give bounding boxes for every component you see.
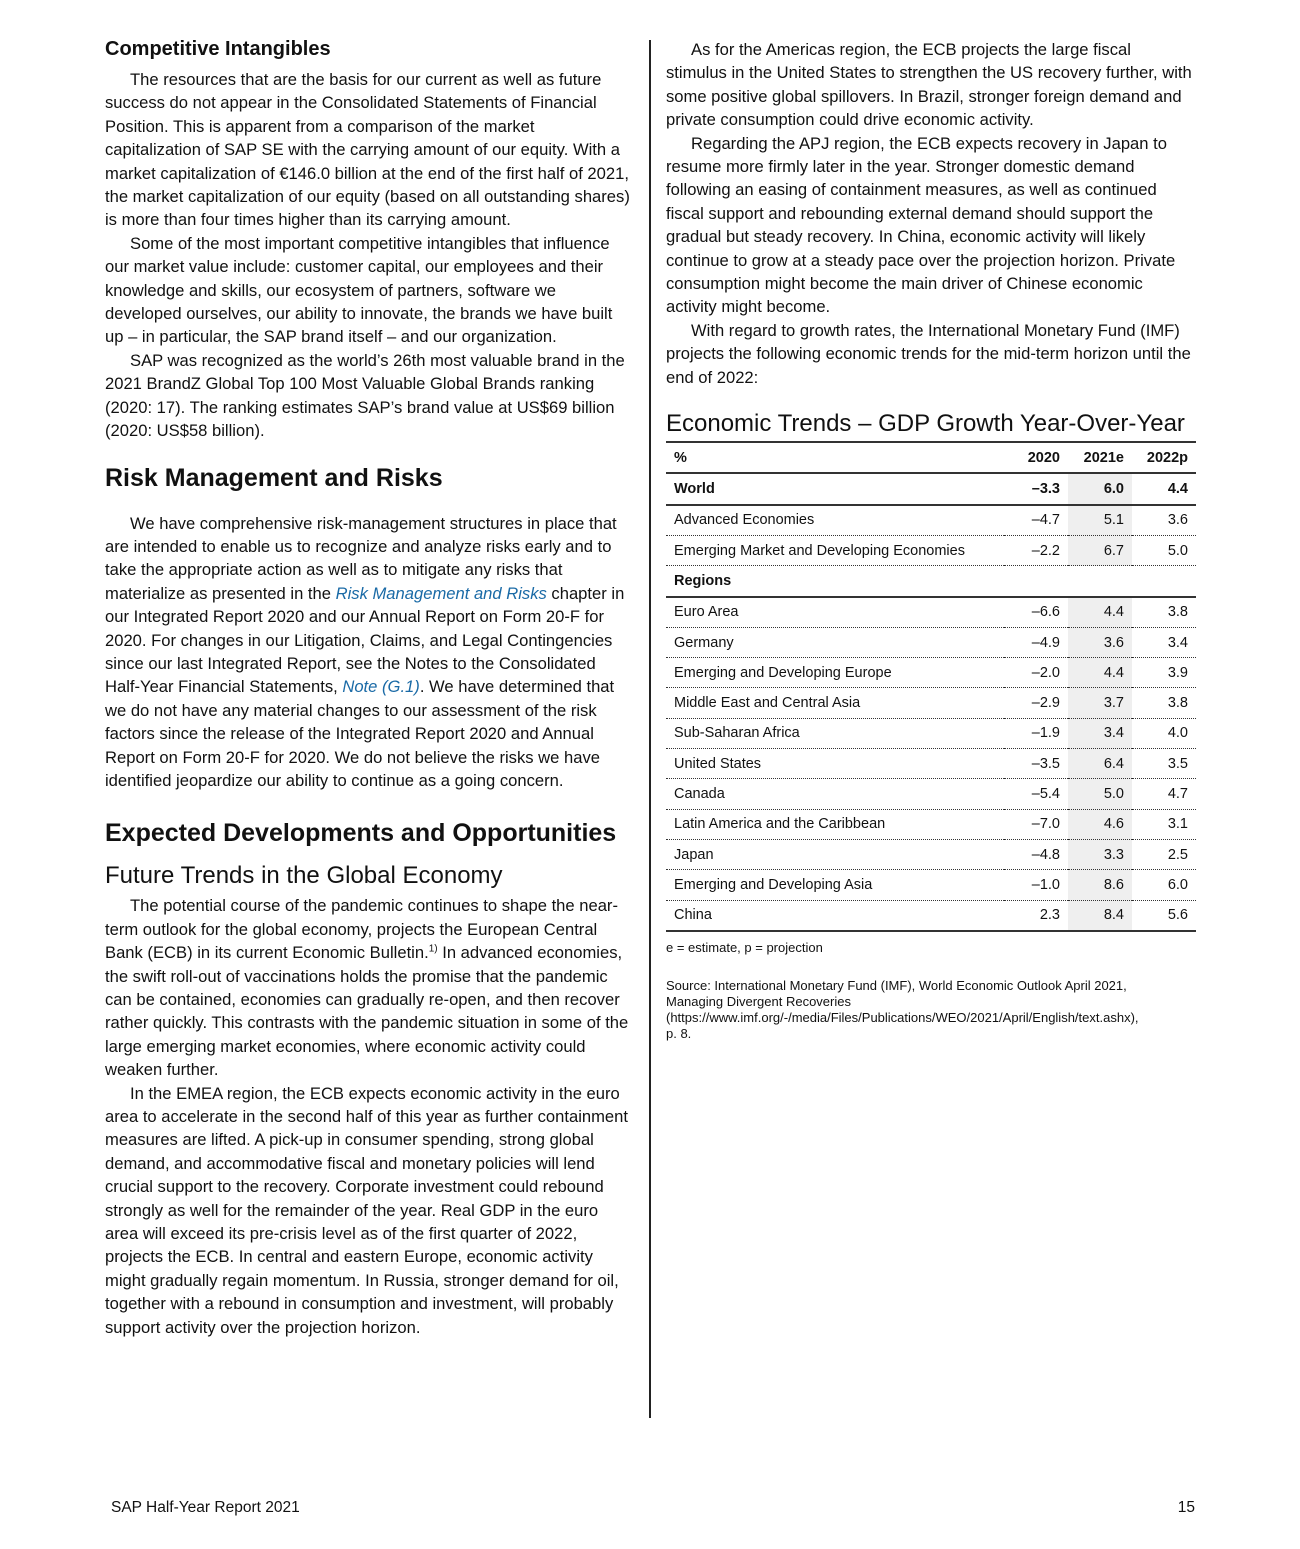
value-cell-v2020: –1.0 xyxy=(1004,870,1068,900)
header-cell: 2021e xyxy=(1068,443,1132,473)
row-label: Emerging Market and Developing Economies xyxy=(666,535,1004,565)
row-label: Middle East and Central Asia xyxy=(666,688,1004,718)
table-row xyxy=(666,597,1196,628)
value-cell-v2021: 5.1 xyxy=(1068,505,1132,536)
table-row xyxy=(666,749,1196,779)
page-number: 15 xyxy=(1177,1499,1195,1516)
heading-future-trends: Future Trends in the Global Economy xyxy=(105,862,503,890)
paragraph: In the EMEA region, the ECB expects economic activity in the euro area to accelerate in the second half of this year as further containment measures are lifted. A pick-up in consumer spending, strong global demand, and accommodative fiscal and monetary policies will lend crucial support to the recovery. Corporate investment could rebound strongly as well for the remainder of the year. Real GDP in the euro area will exceed its pre-crisis level as of the first quarter of 2022, projects the ECB. In central and eastern Europe, economic activity might gradually regain momentum. In Russia, stronger demand for oil, together with a rebound in consumption and investment, will probably support activity over the projection horizon. xyxy=(105,1083,629,1337)
value-cell-v2021: 8.6 xyxy=(1068,870,1132,900)
value-cell-v2021: 8.4 xyxy=(1068,900,1132,931)
value-cell-v2022: 4.7 xyxy=(1132,779,1196,809)
row-label: Euro Area xyxy=(666,597,1004,628)
value-cell-v2020: –2.0 xyxy=(1004,658,1068,688)
table-row xyxy=(666,839,1196,869)
row-label: Sub-Saharan Africa xyxy=(666,718,1004,748)
value-cell-v2020: –4.7 xyxy=(1004,505,1068,536)
paragraph-risk xyxy=(105,512,633,793)
risk-management-link[interactable]: Risk Management and Risks xyxy=(335,583,547,603)
heading-competitive-intangibles: Competitive Intangibles xyxy=(105,38,331,60)
paragraph xyxy=(105,894,633,1081)
value-cell-v2020: –3.5 xyxy=(1004,749,1068,779)
row-label: Regions xyxy=(666,566,1196,597)
value-cell-v2022: 3.5 xyxy=(1132,749,1196,779)
paragraph: As for the Americas region, the ECB projects the large fiscal stimulus in the United States to strengthen the US recovery further, with some positive global spillovers. In Brazil, stronger foreign demand and private consumption could drive economic activity. xyxy=(666,40,1192,130)
footer-report-title: SAP Half-Year Report 2021 xyxy=(111,1499,300,1516)
row-label: Emerging and Developing Asia xyxy=(666,870,1004,900)
value-cell-v2020: 2.3 xyxy=(1004,900,1068,931)
value-cell-v2022: 3.8 xyxy=(1132,688,1196,718)
table-title: Economic Trends – GDP Growth Year-Over-Year xyxy=(666,409,1196,443)
footnote-marker: 1) xyxy=(428,943,438,955)
table-row xyxy=(666,658,1196,688)
paragraph: With regard to growth rates, the International Monetary Fund (IMF) projects the following economic trends for the mid-term horizon until the end of 2022: xyxy=(666,320,1191,387)
value-cell-v2021: 3.7 xyxy=(1068,688,1132,718)
value-cell-v2020: –4.8 xyxy=(1004,839,1068,869)
text-span: chapter in our Integrated Report 2020 and our Annual Report on Form 20-F for 2020. For changes in our Litigation, Claims, and Legal Contingencies since our last Integrated Report, see the Notes to the Consolidated Half-Year Financial Statements, xyxy=(105,583,625,697)
value-cell-v2020: –7.0 xyxy=(1004,809,1068,839)
table-row xyxy=(666,688,1196,718)
value-cell-v2020: –6.6 xyxy=(1004,597,1068,628)
value-cell-v2022: 3.1 xyxy=(1132,809,1196,839)
gdp-growth-table xyxy=(666,443,1196,932)
row-label: Emerging and Developing Europe xyxy=(666,658,1004,688)
header-cell: % xyxy=(666,443,1004,473)
text-span: . We have determined that we do not have any material changes to our assessment of the risk factors since the release of the Integrated Report 2020 and Annual Report on Form 20-F for 2020. We do not believe the risks we have identified jeopardize our ability to continue as a going concern. xyxy=(105,677,615,790)
table-row xyxy=(666,779,1196,809)
row-label: United States xyxy=(666,749,1004,779)
header-cell: 2022p xyxy=(1132,443,1196,473)
value-cell-v2020: –3.3 xyxy=(1004,473,1068,504)
right-column xyxy=(666,38,1196,1042)
value-cell-v2022: 3.8 xyxy=(1132,597,1196,628)
value-cell-v2020: –1.9 xyxy=(1004,718,1068,748)
paragraph: SAP was recognized as the world’s 26th most valuable brand in the 2021 BrandZ Global Top 100 Most Valuable Global Brands ranking (2020: 17). The ranking estimates SAP’s brand value at US$69 billion (2020: US$58 billion). xyxy=(105,350,625,441)
text-span: We have comprehensive risk-management structures in place that are intended to enable us to recognize and analyze risks early and to take the appropriate action as well as to mitigate any risks that materialize as presented in the xyxy=(105,513,617,603)
table-legend: e = estimate, p = projection xyxy=(666,939,823,955)
row-label: Latin America and the Caribbean xyxy=(666,809,1004,839)
value-cell-v2022: 2.5 xyxy=(1132,839,1196,869)
table-row xyxy=(666,718,1196,748)
table-row xyxy=(666,473,1196,504)
paragraph: Regarding the APJ region, the ECB expects recovery in Japan to resume more firmly later in the year. Stronger domestic demand following an easing of containment measures, as well as continued fiscal support and rebounding external demand should support the gradual but steady recovery. In China, economic activity will likely continue to grow at a steady pace over the projection horizon. Private consumption might become the main driver of Chinese economic activity might become. xyxy=(666,133,1176,317)
value-cell-v2022: 5.6 xyxy=(1132,900,1196,931)
row-label: Advanced Economies xyxy=(666,505,1004,536)
table-row xyxy=(666,809,1196,839)
value-cell-v2022: 4.4 xyxy=(1132,473,1196,504)
table-body xyxy=(666,473,1196,930)
value-cell-v2021: 3.6 xyxy=(1068,627,1132,657)
value-cell-v2020: –5.4 xyxy=(1004,779,1068,809)
left-column xyxy=(105,36,633,1339)
table-row xyxy=(666,627,1196,657)
table-row xyxy=(666,505,1196,536)
value-cell-v2021: 4.4 xyxy=(1068,658,1132,688)
paragraph: The resources that are the basis for our current as well as future success do not appear in the Consolidated Statements of Financial Position. This is apparent from a comparison of the market capitalization of SAP SE with the carrying amount of our equity. With a market capitalization of €146.0 billion at the end of the first half of 2021, the market capitalization of our equity (based on all outstanding shares) is more than four times higher than its carrying amount. xyxy=(105,70,630,230)
table-row xyxy=(666,870,1196,900)
table-source: Source: International Monetary Fund (IMF), World Economic Outlook April 2021, Managing Divergent Recoveries (https://www.imf.org/-/media/Files/Publications/WEO/2021/April/English/text.ashx), p. 8. xyxy=(666,977,1139,1041)
value-cell-v2020: –2.2 xyxy=(1004,535,1068,565)
value-cell-v2021: 4.4 xyxy=(1068,597,1132,628)
value-cell-v2020: –4.9 xyxy=(1004,627,1068,657)
value-cell-v2021: 3.3 xyxy=(1068,839,1132,869)
value-cell-v2021: 5.0 xyxy=(1068,779,1132,809)
value-cell-v2022: 5.0 xyxy=(1132,535,1196,565)
row-label: Canada xyxy=(666,779,1004,809)
value-cell-v2022: 4.0 xyxy=(1132,718,1196,748)
text-span: In advanced economies, the swift roll-out of vaccinations holds the promise that the pandemic can be contained, economies can gradually re-open, and then recover rather quickly. This contrasts with the pandemic situation in some of the large emerging market economies, where economic activity could weaken further. xyxy=(105,943,629,1080)
value-cell-v2020: –2.9 xyxy=(1004,688,1068,718)
value-cell-v2021: 6.7 xyxy=(1068,535,1132,565)
heading-risk-management: Risk Management and Risks xyxy=(105,463,443,492)
paragraph: Some of the most important competitive intangibles that influence our market value include: customer capital, our employees and their knowledge and skills, our ecosystem of partners, software we developed ourselves, our ability to innovate, the brands we have built up – in particular, the SAP brand itself – and our organization. xyxy=(105,233,613,347)
row-label: Japan xyxy=(666,839,1004,869)
table-row xyxy=(666,566,1196,597)
value-cell-v2022: 3.6 xyxy=(1132,505,1196,536)
row-label: Germany xyxy=(666,627,1004,657)
value-cell-v2021: 6.0 xyxy=(1068,473,1132,504)
note-g1-link[interactable]: Note (G.1) xyxy=(342,677,420,697)
table-header-row xyxy=(666,443,1196,473)
table-row xyxy=(666,535,1196,565)
value-cell-v2021: 3.4 xyxy=(1068,718,1132,748)
value-cell-v2021: 4.6 xyxy=(1068,809,1132,839)
table-row xyxy=(666,900,1196,931)
column-divider xyxy=(649,40,651,1418)
value-cell-v2022: 6.0 xyxy=(1132,870,1196,900)
value-cell-v2021: 6.4 xyxy=(1068,749,1132,779)
text-span: The potential course of the pandemic continues to shape the near-term outlook for the global economy, projects the European Central Bank (ECB) in its current Economic Bulletin. xyxy=(105,896,618,963)
header-cell: 2020 xyxy=(1004,443,1068,473)
value-cell-v2022: 3.9 xyxy=(1132,658,1196,688)
row-label: China xyxy=(666,900,1004,931)
heading-expected-developments: Expected Developments and Opportunities xyxy=(105,819,617,848)
row-label: World xyxy=(666,473,1004,504)
value-cell-v2022: 3.4 xyxy=(1132,627,1196,657)
